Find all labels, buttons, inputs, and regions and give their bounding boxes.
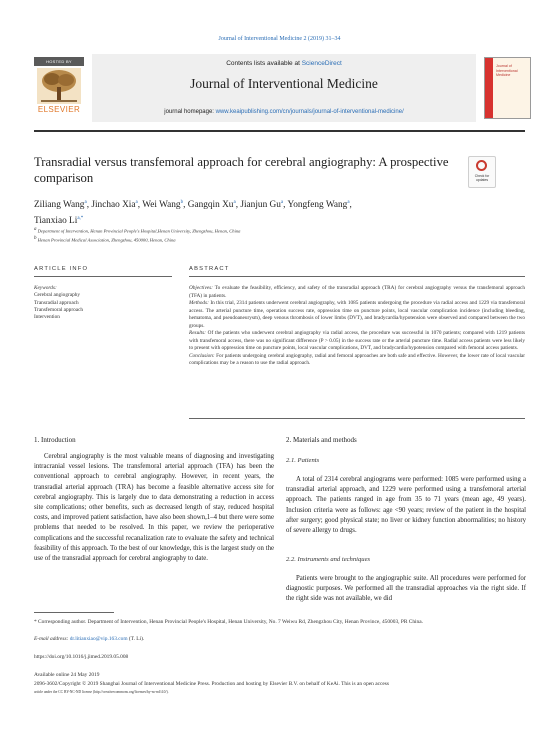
author-sup[interactable]: a xyxy=(347,200,350,205)
journal-homepage xyxy=(92,109,476,115)
available-online: Available online 24 May 2019 xyxy=(34,672,100,678)
abstract-results xyxy=(189,330,525,353)
results-label: Results: xyxy=(189,330,206,337)
contents-line xyxy=(92,60,476,67)
abstract-methods xyxy=(189,300,525,330)
email-label: E-mail address: xyxy=(34,636,70,642)
keywords xyxy=(34,285,164,321)
abstract-heading: ABSTRACT xyxy=(189,266,230,272)
author-sup[interactable]: a xyxy=(135,200,138,205)
author[interactable]: Wei Wang xyxy=(142,200,181,211)
methods-label: Methods: xyxy=(189,300,209,307)
footnote-rule xyxy=(34,612,114,613)
results-text: Of the patients who underwent cerebral angiography via radial access, the procedure was successful in 1070 patients; compared with 1219 patients with transfemoral access, there was no significant difference (P > 0.05) in the success rate or the arterial puncture time. Radial access patients were less likely to present with oppression time on puncture points, local vascular complications, DVT, and bradycardia/hypotension compared with femoral access patients. xyxy=(189,330,525,352)
author[interactable]: Gangqin Xu xyxy=(187,200,234,211)
affiliation-b-text: Henan Provincial Medical Association, Zhengzhou, 450000, Henan, China xyxy=(37,237,176,243)
journal-title: Journal of Interventional Medicine xyxy=(190,76,378,91)
section-methods-heading: 2. Materials and methods xyxy=(286,436,357,444)
license-line[interactable]: article under the CC BY-NC-ND license (http://creativecommons.org/licenses/by-nc-nd/4.0/). xyxy=(34,690,169,694)
introduction-paragraph: Cerebral angiography is the most valuable means of diagnosing and investigating intracranial vessel lesions. The transfemoral arterial approach (TFA) has been the conventional approach to cerebral angiography. However, in recent years, the transradial arterial approach (TRA) has become a feasible alternative access site for cerebral angiography. This is largely due to data demonstrating a reduction in access site complications; other benefits, such as decreased length of stay, reduced hospital costs, and improved patient satisfaction, have also been shown,1–4 but there were some problems that needed to be resolved. In this paper, we review the perioperative complications and the successful recanalization rate to evaluate the safety and technical feasibility of this approach. To the best of our knowledge, this is the largest study on the use of the transradial approach for cerebral angiography to date. xyxy=(34,453,274,563)
abstract-rule xyxy=(189,276,525,277)
instruments-text xyxy=(286,574,526,605)
author[interactable]: Jianjun Gu xyxy=(240,200,281,211)
author-sup[interactable]: a xyxy=(233,200,236,205)
objectives-text: To evaluate the feasibility, efficiency, and safety of the transradial approach (TRA) for cerebral angiography versus the transfemoral approach (TFA) in patients. xyxy=(189,285,525,299)
article-title: Transradial versus transfemoral approach for cerebral angiography: A prospective comparison xyxy=(34,155,449,185)
subsection-instruments-heading: 2.2. Instruments and techniques xyxy=(286,556,371,563)
keyword: Intervention xyxy=(34,314,60,321)
author-sup[interactable]: a xyxy=(84,200,87,205)
subsection-patients-heading: 2.1. Patients xyxy=(286,457,320,464)
conclusion-text: For patients undergoing cerebral angiography, radial and femoral approaches are both safe and effective. However, the lower rate of local vascular complications may be a reason to use the radial approach. xyxy=(189,352,525,367)
conclusion-label: Conclusion: xyxy=(189,352,215,359)
methods-text: In this trial, 2314 patients underwent cerebral angiography, with 1085 patients undergoing the procedure via radial access and 1229 via transfemoral access. The arterial puncture time, operation success rate, oppression time on puncture points, local vascular complication incidence (including bleeding, hematoma, and pseudoaneurysm), deep venous thrombosis of lower limbs (DVT), and bradycardia/hypotension were observed and compared between the two groups. xyxy=(189,300,525,329)
header-rule xyxy=(34,130,525,132)
check-updates-label: Check for updates xyxy=(474,174,490,182)
author-list: Ziliang Wang$^a$, Jinchao Xia$^a$, Wei Wang$^b$, Gangqin Xu$^a$, Jianjun Gu$^a$, Yongfeng Wang$^a$, Tianxiao $Li^{a,*}$ xyxy=(34,200,352,227)
introduction-text xyxy=(34,452,274,564)
author[interactable]: Tianxiao Li xyxy=(34,216,78,227)
check-for-updates-badge[interactable] xyxy=(468,156,496,188)
contents-prefix: Contents lists available at xyxy=(226,60,302,67)
article-info-heading: ARTICLE INFO xyxy=(34,266,89,272)
homepage-link[interactable]: www.keaipublishing.com/cn/journals/journal-of-interventional-medicine/ xyxy=(215,109,404,115)
instruments-paragraph: Patients were brought to the angiographic suite. All procedures were performed for diagnostic purposes. We performed all the transradial approaches via the right side. If the right side was not available, we did xyxy=(286,575,526,603)
corresponding-author-note: * Corresponding author. Department of Intervention, Henan Provincial People's Hospital, Henan University, No. 7 Weiwu Rd, Zhengzhou City, Henan Province, 450003, PR China. xyxy=(34,619,423,625)
cover-title: Journal of Interventional Medicine xyxy=(496,64,518,77)
patients-text xyxy=(286,475,526,536)
email-note xyxy=(34,635,525,643)
elsevier-logo xyxy=(34,57,84,119)
keyword: Transradial approach xyxy=(34,299,79,306)
abstract-objectives xyxy=(189,285,525,300)
author[interactable]: Ziliang Wang xyxy=(34,200,85,211)
objectives-label: Objectives: xyxy=(189,285,213,291)
journal-reference[interactable]: Journal of Interventional Medicine 2 (2019) 31–34 xyxy=(218,36,341,42)
email-suffix: (T. Li). xyxy=(127,636,145,642)
journal-header xyxy=(92,54,476,122)
email-link[interactable]: dr.litianxiao@vip.163.com xyxy=(69,636,128,642)
doi-link[interactable]: https://doi.org/10.1016/j.jimed.2019.05.008 xyxy=(34,654,129,660)
article-info-rule xyxy=(34,276,172,277)
author-sup[interactable]: b xyxy=(180,200,184,205)
cover-stripe xyxy=(485,58,493,118)
homepage-label: journal homepage: xyxy=(164,109,216,115)
abstract-conclusion xyxy=(189,353,525,368)
affiliations xyxy=(34,226,434,244)
check-updates-icon xyxy=(476,160,487,171)
author-sup[interactable]: a,* xyxy=(77,216,84,222)
journal-cover xyxy=(484,57,531,119)
sciencedirect-link[interactable]: ScienceDirect xyxy=(301,60,342,67)
section-introduction-heading: 1. Introduction xyxy=(34,436,76,444)
keywords-label: Keywords: xyxy=(34,285,57,291)
elsevier-wordmark: ELSEVIER xyxy=(37,105,81,114)
keyword: Transfemoral approach xyxy=(34,306,84,313)
elsevier-tree-icon xyxy=(37,68,81,104)
author[interactable]: Jinchao Xia xyxy=(91,200,136,211)
abstract-body xyxy=(189,285,525,368)
author-sup[interactable]: a xyxy=(280,200,284,205)
affiliation-a: $^a$ Department of Intervention, Henan Provincial People's Hospital,Henan University, Zhengzhou, Henan, China xyxy=(34,227,241,234)
affiliation-a-text: Department of Intervention, Henan Provincial People's Hospital,Henan University, Zhengzhou, Henan, China xyxy=(37,228,241,234)
patients-paragraph: A total of 2314 cerebral angiograms were performed: 1085 were performed using a transradial arterial approach, and 1229 were performed using a transfemoral arterial approach. The patients ranged in age from 35 to 71 years (mean age, 49 years). Inclusion criteria were as follows: age <90 years; review of the patient in the hospital after surgery; good physical state; no liver or kidney function abnormalities; no history of severe allergy to drugs. xyxy=(286,476,526,535)
affiliation-b: $^b$ Henan Provincial Medical Association, Zhengzhou, 450000, Henan, China xyxy=(34,236,176,243)
author[interactable]: Yongfeng Wang xyxy=(287,200,348,211)
keyword: Cerebral angiography xyxy=(34,292,81,299)
abstract-bottom-rule xyxy=(189,418,525,419)
hosted-by-label: HOSTED BY xyxy=(34,57,84,66)
copyright-line: 2096-3602/Copyright © 2019 Shanghai Journal of Interventional Medicine Press. Production and hosting by Elsevier B.V. on behalf of KeAi. This is an open access xyxy=(34,681,389,687)
